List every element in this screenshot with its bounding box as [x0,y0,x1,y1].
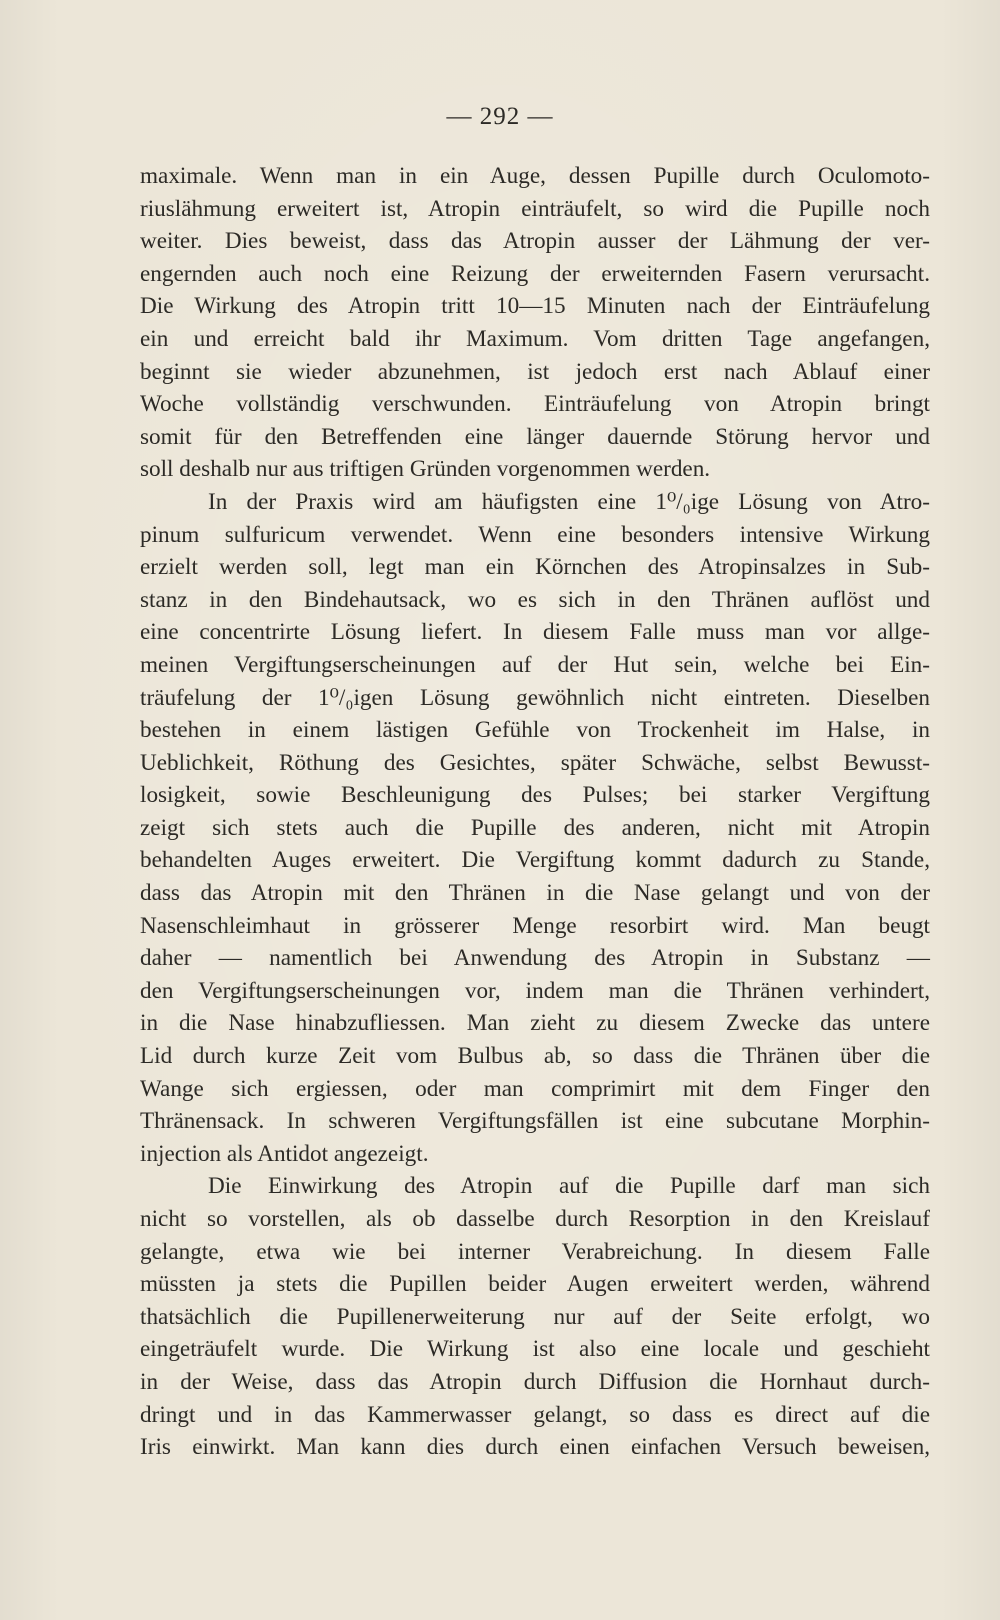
text-line: weiter. Dies beweist, dass das Atropin ausser der Lähmung der ver- [140,228,930,255]
text-line: den Vergiftungserscheinungen vor, indem man die Thränen verhindert, [140,977,930,1004]
text-line: Ueblichkeit, Röthung des Gesichtes, später Schwäche, selbst Bewusst- [140,749,930,776]
text-line: nicht so vorstellen, als ob dasselbe durch Resorption in den Kreislauf [140,1206,930,1232]
page-number: — 292 — [446,103,554,130]
text-line: eine concentrirte Lösung liefert. In diesem Falle muss man vor allge- [140,619,930,646]
text-line: eingeträufelt wurde. Die Wirkung ist also eine locale und geschieht [140,1336,930,1363]
text-line: in die Nase hinabzufliessen. Man zieht zu diesem Zwecke das untere [140,1010,930,1037]
text-line: Die Wirkung des Atropin tritt 10—15 Minuten nach der Einträufelung [140,293,930,320]
text-line: Woche vollständig verschwunden. Einträufelung von Atropin bringt [140,391,930,418]
text-line: soll deshalb nur aus triftigen Gründen vorgenommen werden. [140,456,711,483]
text-line: losigkeit, sowie Beschleunigung des Pulses; bei starker Vergiftung [140,782,930,809]
text-line: Wange sich ergiessen, oder man comprimirt mit dem Finger den [140,1075,930,1102]
text-line: Lid durch kurze Zeit vom Bulbus ab, so dass die Thränen über die [140,1043,930,1070]
text-line: stanz in den Bindehautsack, wo es sich in den Thränen auflöst und [140,586,930,613]
text-line: erzielt werden soll, legt man ein Körnchen des Atropinsalzes in Sub- [140,554,930,581]
text-line: pinum sulfuricum verwendet. Wenn eine besonders intensive Wirkung [140,521,930,548]
text-line: träufelung der 1⁰/₀igen Lösung gewöhnlich nicht eintreten. Dieselben [140,684,930,711]
text-line: ein und erreicht bald ihr Maximum. Vom dritten Tage angefangen, [140,325,930,352]
text-line: maximale. Wenn man in ein Auge, dessen Pupille durch Oculomoto- [140,163,930,189]
text-line: In der Praxis wird am häufigsten eine 1⁰/₀ige Lösung von Atro- [208,488,930,515]
text-line: meinen Vergiftungserscheinungen auf der Hut sein, welche bei Ein- [140,651,930,678]
text-line: gelangte, etwa wie bei interner Verabreichung. In diesem Falle [140,1238,930,1265]
text-line: riuslähmung erweitert ist, Atropin einträufelt, so wird die Pupille noch [140,195,930,222]
text-line: injection als Antidot angezeigt. [140,1140,429,1167]
text-line: dass das Atropin mit den Thränen in die Nase gelangt und von der [140,880,930,907]
text-line: engernden auch noch eine Reizung der erweiternden Fasern verursacht. [140,260,930,287]
text-line: somit für den Betreffenden eine länger dauernde Störung hervor und [140,423,930,450]
body-text [140,160,930,1464]
text-line: Nasenschleimhaut in grösserer Menge resorbirt wird. Man beugt [140,912,930,939]
text-line: Iris einwirkt. Man kann dies durch einen einfachen Versuch beweisen, [140,1434,930,1461]
text-line: Thränensack. In schweren Vergiftungsfällen ist eine subcutane Morphin- [140,1108,930,1135]
text-line: dringt und in das Kammerwasser gelangt, so dass es direct auf die [140,1401,930,1428]
text-line: zeigt sich stets auch die Pupille des anderen, nicht mit Atropin [140,814,930,841]
text-line: behandelten Auges erweitert. Die Vergiftung kommt dadurch zu Stande, [140,847,930,874]
text-line: daher — namentlich bei Anwendung des Atropin in Substanz — [140,945,930,972]
text-line: müssten ja stets die Pupillen beider Augen erweitert werden, während [140,1271,930,1298]
text-line: in der Weise, dass das Atropin durch Diffusion die Hornhaut durch- [140,1368,930,1395]
text-line: bestehen in einem lästigen Gefühle von Trockenheit im Halse, in [140,717,930,744]
text-line: Die Einwirkung des Atropin auf die Pupille darf man sich [208,1173,930,1200]
text-line: thatsächlich die Pupillenerweiterung nur auf der Seite erfolgt, wo [140,1303,930,1330]
text-line: beginnt sie wieder abzunehmen, ist jedoch erst nach Ablauf einer [140,358,930,385]
